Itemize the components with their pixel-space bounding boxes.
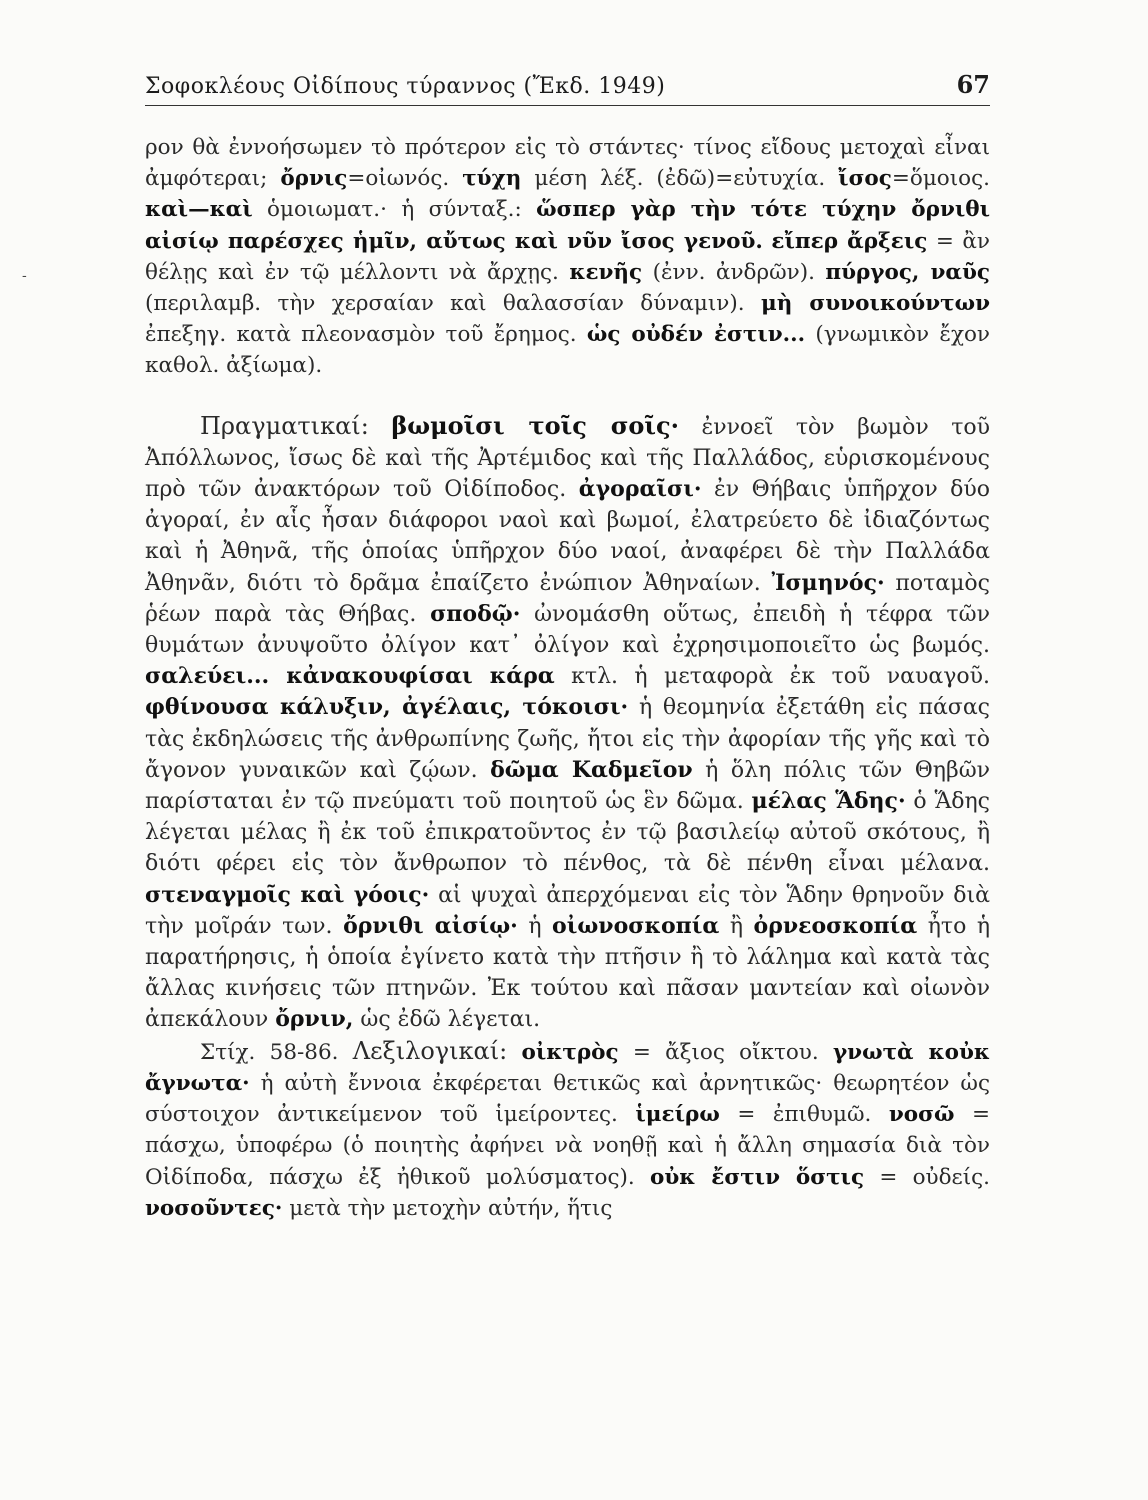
- text-run: μετὰ τὴν μετοχὴν αὐτήν, ἥτις: [282, 1195, 613, 1221]
- margin-mark: ‑: [22, 268, 27, 284]
- lemma: δῶμα Καδμεῖον: [490, 756, 693, 783]
- lemma: μὴ συνοικούντων: [761, 291, 990, 317]
- lemma: ὡς οὐδέν ἐστιν...: [586, 322, 806, 348]
- lemma: οἰωνοσκοπία: [552, 912, 720, 939]
- verse-reference: Στίχ. 58-86.: [200, 1039, 353, 1065]
- text-run: (ἐνν. ἀνδρῶν).: [642, 259, 826, 285]
- text-run: [507, 1040, 521, 1065]
- lemma: γνωτὰ κοὐκ ἄγνωτα·: [145, 1039, 990, 1096]
- lemma: ἱμείρω: [635, 1102, 720, 1128]
- text-run: =ὅμοιος.: [891, 166, 990, 192]
- lemma: ὄρνιθι αἰσίῳ·: [343, 912, 518, 939]
- text-run: = οὐδείς.: [864, 1164, 991, 1190]
- text-run: ἡ αὐτὴ ἔννοια ἐκφέρεται θετικῶς καὶ ἀρνητικῶς· θεωρητέον ὡς σύστοιχον ἀντικείμενον τοῦ ἱμείροντες.: [145, 1070, 990, 1128]
- text-run: ἡ: [517, 913, 553, 939]
- text-run: ἐν Θήβαις ὑπῆρχον δύο ἀγοραί, ἐν αἷς ἦσαν διάφοροι ναοὶ καὶ βωμοί, ἐλατρεύετο δὲ ἰδιαζόντως καὶ ἡ Ἀθηνᾶ, τῆς ὁποίας ὑπῆρχον δύο ναοί, ἀναφέρει δὲ τὴν Παλλάδα Ἀθηνᾶν, διότι τὸ δρᾶμα ἐπαίζετο ἐνώπιον Ἀθηναίων.: [145, 477, 991, 596]
- lemma: καὶ—καὶ: [145, 197, 253, 223]
- text-run: μέση λέξ. (ἐδῶ)=εὐτυχία.: [521, 166, 839, 192]
- lemma: νοσῶ: [888, 1102, 955, 1128]
- text-run: ἡ θεομηνία ἐξετάθη εἰς πάσας τὰς ἐκδηλώσεις τῆς ἀνθρωπίνης ζωῆς, ἤτοι εἰς τὴν ἀφορίαν τῆς γῆς καὶ τὸ ἄγονον γυναικῶν καὶ ζῴων.: [145, 695, 991, 783]
- text-run: ἦτο ἡ παρατήρησις, ἡ ὁποία ἐγίνετο κατὰ τὴν πτῆσιν ἢ τὸ λάλημα καὶ κατὰ τὰς ἄλλας κινήσεις τῶν πτηνῶν. Ἐκ τούτου καὶ πᾶσαν μαντείαν καὶ οἰωνὸν ἀπεκάλουν: [145, 913, 990, 1033]
- page-number: 67: [956, 70, 990, 99]
- text-run: αἱ ψυχαὶ ἀπερχόμεναι εἰς τὸν Ἅδην θρηνοῦν διὰ τὴν μοῖράν των.: [145, 882, 990, 939]
- paragraph-1: [145, 132, 990, 382]
- lemma: οἰκτρὸς: [521, 1039, 619, 1065]
- paragraph-2: [145, 410, 990, 1036]
- lemma: μέλας Ἅδης·: [751, 788, 906, 815]
- lemma: ὀρνεοσκοπία: [753, 912, 918, 939]
- lemma: στεναγμοῖς καὶ γόοις·: [145, 881, 430, 908]
- lemma: βωμοῖσι τοῖς σοῖς·: [391, 410, 679, 440]
- text-run: = πάσχω, ὑποφέρω (ὁ ποιητὴς ἀφήνει νὰ νοηθῇ καὶ ἡ ἄλλη σημασία διὰ τὸν Οἰδίποδα, πάσχω ἐξ ἠθικοῦ μολύσματος).: [145, 1102, 990, 1190]
- text-run: ἡ ὅλη πόλις τῶν Θηβῶν παρίσταται ἐν τῷ πνεύματι τοῦ ποιητοῦ ὡς ἓν δῶμα.: [145, 757, 991, 815]
- lemma: ἀγοραῖσι·: [578, 476, 702, 503]
- text-run: ὁμοιωματ.· ἡ σύνταξ.:: [252, 197, 537, 223]
- text-run: ποταμὸς ῥέων παρὰ τὰς Θήβας.: [145, 570, 990, 627]
- section-heading: Πραγματικαί:: [200, 411, 369, 440]
- text-run: ρον θὰ ἐννοήσωμεν τὸ πρότερον εἰς τὸ στάντες· τίνος εἴδους μετοχαὶ εἶναι ἀμφότεραι;: [145, 135, 990, 192]
- text-run: ὡς ἐδῶ λέγεται.: [353, 1007, 541, 1033]
- text-run: = ἄξιος οἴκτου.: [618, 1039, 833, 1065]
- lemma: τύχη: [462, 166, 522, 192]
- paragraph-3: [145, 1036, 990, 1224]
- lemma: ὄρνις: [280, 166, 348, 192]
- lemma: φθίνουσα κάλυξιν, ἀγέλαις, τόκοισι·: [145, 694, 629, 721]
- text-run: [369, 415, 392, 440]
- lemma: σποδῷ·: [430, 600, 521, 627]
- lemma: νοσοῦντες·: [145, 1195, 283, 1221]
- section-heading: Λεξιλογικαί:: [352, 1036, 508, 1065]
- text-run: ἐννοεῖ τὸν βωμὸν τοῦ Ἀπόλλωνος, ἴσως δὲ καὶ τῆς Ἀρτέμιδος καὶ τῆς Παλλάδος, εὑρισκομένους πρὸ τῶν ἀνακτόρων τοῦ Οἰδίποδος.: [145, 414, 990, 503]
- text-run: = ἂν θέλῃς καὶ ἐν τῷ μέλλοντι νὰ ἄρχῃς.: [145, 228, 990, 285]
- text-run: =οἰωνός.: [347, 166, 463, 192]
- lemma: Ἰσμηνός·: [771, 569, 885, 596]
- text-run: (γνωμικὸν ἔχον καθολ. ἀξίωμα).: [145, 322, 990, 379]
- lemma: οὐκ ἔστιν ὅστις: [649, 1164, 865, 1190]
- lemma: ἴσος: [838, 166, 892, 192]
- text-run: ὁ Ἅδης λέγεται μέλας ἢ ἐκ τοῦ ἐπικρατοῦντος ἐν τῷ βασιλείῳ αὐτοῦ σκότους, ἢ διότι φέρει εἰς τὸν ἄνθρωπον τὸ πένθος, τὰ δὲ πένθη εἶναι μέλανα.: [145, 789, 990, 877]
- text-run: ἐπεξηγ. κατὰ πλεονασμὸν τοῦ ἔρημος.: [145, 322, 587, 348]
- text-run: = ἐπιθυμῶ.: [719, 1102, 889, 1128]
- lemma: κενῆς: [569, 259, 643, 285]
- lemma: ὄρνιν,: [275, 1006, 354, 1033]
- text-run: (περιλαμβ. τὴν χερσαίαν καὶ θαλασσίαν δύναμιν).: [145, 291, 761, 317]
- commentary-text: [145, 132, 990, 1224]
- text-run: ἢ: [719, 913, 754, 939]
- lemma: ὥσπερ γὰρ τὴν τότε τύχην ὄρνιθι αἰσίῳ παρέσχες ἡμῖν, αὔτως καὶ νῦν ἴσος γενοῦ.: [145, 197, 991, 254]
- running-title: Σοφοκλέους Οἰδίπους τύραννος (Ἔκδ. 1949): [145, 74, 666, 99]
- text-run: ὠνομάσθη οὕτως, ἐπειδὴ ἡ τέφρα τῶν θυμάτων ἀνυψοῦτο ὀλίγον κατ᾿ ὀλίγον καὶ ἐχρησιμοποιεῖτο ὡς βωμός.: [145, 601, 990, 659]
- lemma: εἴπερ ἄρξεις: [771, 228, 928, 254]
- lemma: σαλεύει... κἀνακουφίσαι κάρα: [145, 663, 555, 690]
- page-header: [145, 70, 990, 106]
- lemma: πύργος, ναῦς: [825, 259, 990, 285]
- text-run: κτλ. ἡ μεταφορὰ ἐκ τοῦ ναυαγοῦ.: [554, 664, 990, 690]
